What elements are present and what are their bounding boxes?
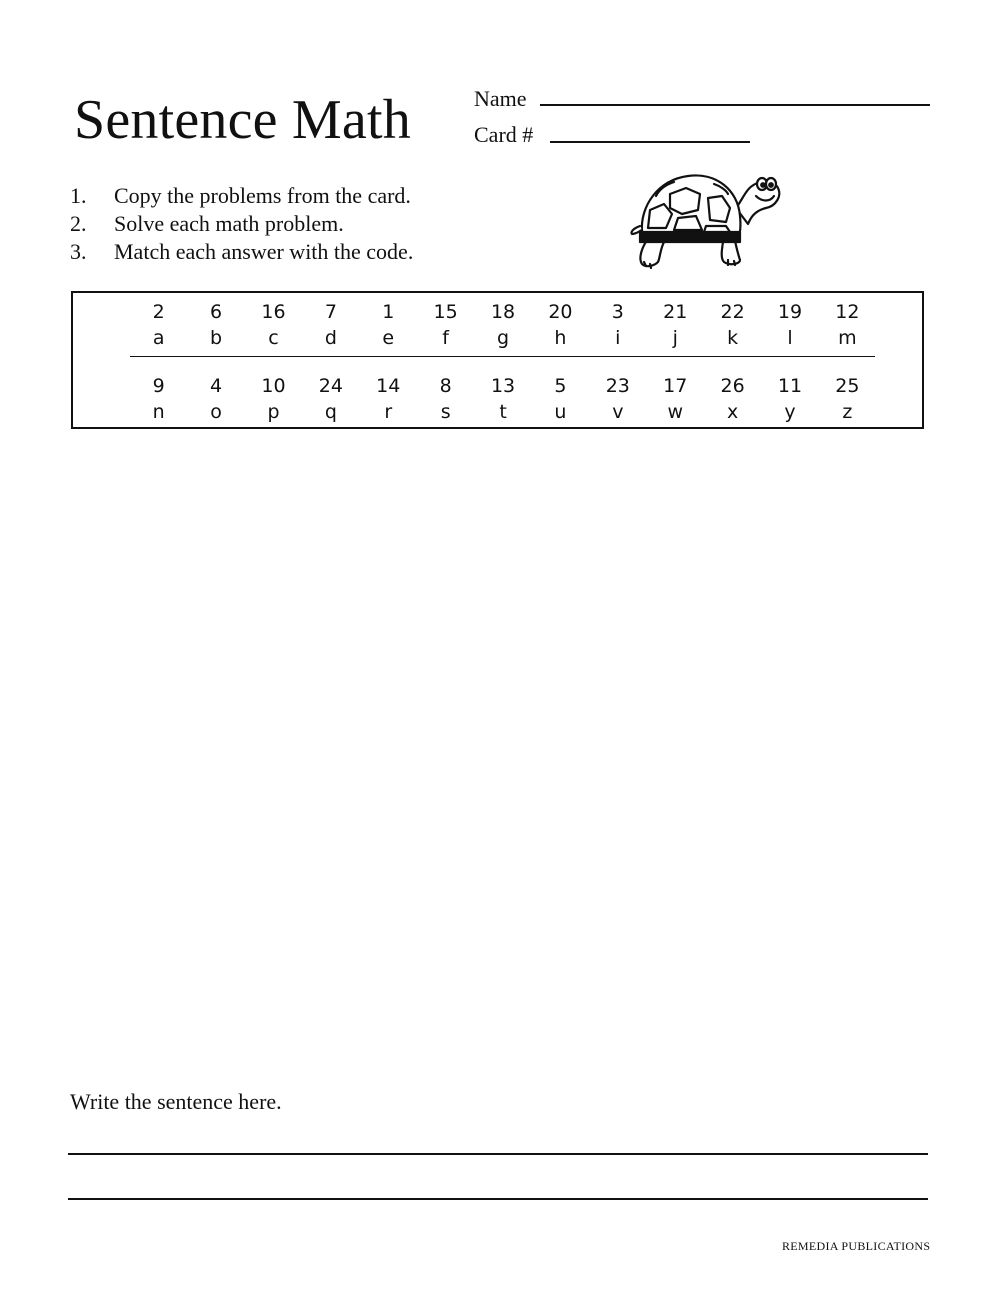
code-pair: [130, 373, 187, 425]
code-number: 2: [152, 301, 165, 323]
code-number: 18: [490, 301, 516, 323]
instruction-number: 3.: [70, 239, 87, 264]
code-pair: [819, 373, 876, 425]
code-pair: [589, 299, 646, 351]
write-sentence-label: Write the sentence here.: [70, 1089, 282, 1114]
code-pair: [417, 373, 474, 425]
code-number: 20: [548, 301, 573, 323]
code-letter: e: [382, 327, 395, 349]
code-letter: h: [554, 327, 567, 349]
instruction-item: [70, 182, 490, 210]
turtle-illustration: [628, 166, 788, 272]
code-row-a-to-m: [130, 299, 887, 351]
code-number: 13: [490, 375, 516, 397]
code-letter: p: [267, 401, 280, 423]
code-letter: m: [838, 327, 857, 349]
instruction-number: 2.: [70, 211, 87, 236]
code-divider: [130, 356, 875, 357]
code-letter: b: [210, 327, 223, 349]
code-pair: [819, 299, 876, 351]
code-letter: d: [324, 327, 337, 349]
code-number: 5: [554, 375, 567, 397]
code-pair: [532, 373, 589, 425]
instruction-text: Match each answer with the code.: [114, 239, 414, 264]
code-letter: n: [152, 401, 165, 423]
code-pair: [302, 373, 359, 425]
instruction-item: [70, 238, 490, 266]
code-letter: o: [210, 401, 222, 423]
code-pair: [360, 373, 417, 425]
code-pair: [417, 299, 474, 351]
card-number-field[interactable]: [550, 141, 750, 143]
page-title: Sentence Math: [74, 89, 411, 151]
code-number: 7: [324, 301, 337, 323]
name-label: Name: [474, 86, 527, 111]
code-letter: j: [672, 327, 678, 349]
instruction-number: 1.: [70, 183, 87, 208]
code-letter: l: [787, 327, 793, 349]
code-pair: [130, 299, 187, 351]
code-number: 9: [152, 375, 165, 397]
code-number: 4: [210, 375, 223, 397]
code-number: 17: [663, 375, 688, 397]
code-letter: a: [152, 327, 165, 349]
code-pair: [704, 299, 761, 351]
code-pair: [245, 373, 302, 425]
instruction-item: [70, 210, 490, 238]
code-number: 8: [439, 375, 452, 397]
code-pair: [589, 373, 646, 425]
code-number: 24: [318, 375, 343, 397]
code-pair: [302, 299, 359, 351]
code-pair: [360, 299, 417, 351]
card-number-label: Card #: [474, 122, 534, 147]
code-number: 22: [720, 301, 745, 323]
code-letter: v: [612, 401, 624, 423]
code-pair: [474, 373, 531, 425]
code-number: 23: [605, 375, 630, 397]
code-number: 21: [663, 301, 688, 323]
letter-code-table: [71, 291, 924, 429]
code-pair: [532, 299, 589, 351]
code-pair: [187, 299, 244, 351]
code-number: 6: [210, 301, 223, 323]
code-pair: [245, 299, 302, 351]
code-letter: x: [726, 401, 739, 423]
code-letter: k: [727, 327, 739, 349]
code-letter: w: [667, 401, 683, 423]
code-pair: [647, 299, 704, 351]
publisher-credit: REMEDIA PUBLICATIONS: [782, 1239, 931, 1253]
code-pair: [187, 373, 244, 425]
code-letter: g: [497, 327, 510, 349]
answer-line-2[interactable]: [68, 1198, 928, 1200]
code-pair: [704, 373, 761, 425]
code-number: 19: [777, 301, 803, 323]
code-number: 16: [261, 301, 286, 323]
code-letter: y: [784, 401, 796, 423]
code-letter: r: [384, 401, 393, 423]
code-pair: [647, 373, 704, 425]
code-row-n-to-z: [130, 373, 887, 425]
code-number: 15: [433, 301, 458, 323]
code-number: 11: [777, 375, 803, 397]
code-number: 12: [835, 301, 860, 323]
code-number: 25: [835, 375, 860, 397]
code-letter: u: [554, 401, 567, 423]
code-number: 3: [611, 301, 624, 323]
code-pair: [474, 299, 531, 351]
code-letter: q: [324, 401, 337, 423]
code-number: 1: [382, 301, 395, 323]
code-letter: c: [268, 327, 279, 349]
code-letter: z: [842, 401, 853, 423]
instructions-list: [70, 182, 490, 266]
name-field[interactable]: [540, 104, 930, 106]
code-pair: [761, 373, 818, 425]
code-letter: f: [442, 327, 449, 349]
code-letter: i: [615, 327, 621, 349]
code-number: 10: [261, 375, 286, 397]
answer-line-1[interactable]: [68, 1153, 928, 1155]
instruction-text: Copy the problems from the card.: [114, 183, 411, 208]
code-number: 14: [376, 375, 401, 397]
code-pair: [761, 299, 818, 351]
code-letter: t: [499, 401, 507, 423]
code-letter: s: [440, 401, 451, 423]
code-number: 26: [720, 375, 745, 397]
instruction-text: Solve each math problem.: [114, 211, 344, 236]
